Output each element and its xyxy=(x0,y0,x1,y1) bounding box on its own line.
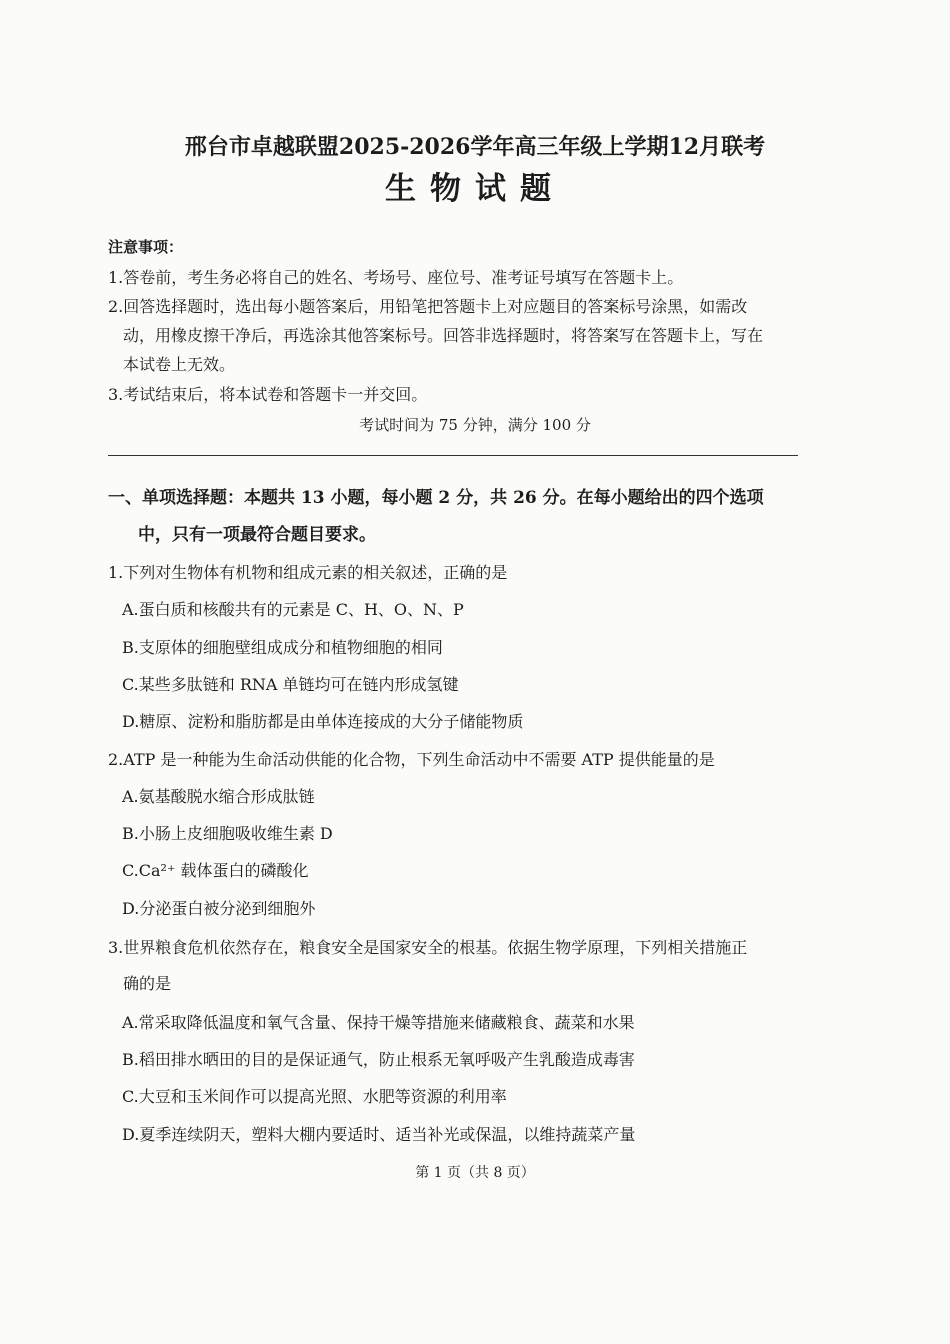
question-3-option-a: A.常采取降低温度和氧气含量、保持干燥等措施来储藏粮食、蔬菜和水果 xyxy=(122,1013,635,1032)
page-number: 第 1 页（共 8 页） xyxy=(415,1165,535,1181)
question-3-stem-line-1: 3.世界粮食危机依然存在，粮食安全是国家安全的根基。依据生物学原理，下列相关措施正 xyxy=(108,938,748,957)
exam-title: 邢台市卓越联盟2025-2026学年高三年级上学期12月联考 xyxy=(184,134,766,160)
question-2-option-c: C.Ca²⁺ 载体蛋白的磷酸化 xyxy=(122,861,309,880)
notice-item-2-line-1: 2.回答选择题时，选出每小题答案后，用铅笔把答题卡上对应题目的答案标号涂黑，如需改 xyxy=(108,297,748,316)
question-2-option-a: A.氨基酸脱水缩合形成肽链 xyxy=(122,787,315,806)
header-divider xyxy=(108,455,798,456)
notice-item-2-line-2: 动，用橡皮擦干净后，再选涂其他答案标号。回答非选择题时，将答案写在答题卡上，写在 xyxy=(123,326,764,345)
question-3-stem-line-2: 确的是 xyxy=(123,974,172,993)
notice-item-2-line-3: 本试卷上无效。 xyxy=(123,355,236,374)
exam-time-info: 考试时间为 75 分钟，满分 100 分 xyxy=(359,416,591,434)
question-3-option-c: C.大豆和玉米间作可以提高光照、水肥等资源的利用率 xyxy=(122,1087,507,1106)
question-3-option-b: B.稻田排水晒田的目的是保证通气，防止根系无氧呼吸产生乳酸造成毒害 xyxy=(122,1050,635,1069)
notice-item-1: 1.答卷前，考生务必将自己的姓名、考场号、座位号、准考证号填写在答题卡上。 xyxy=(108,268,684,287)
question-1-option-b: B.支原体的细胞壁组成成分和植物细胞的相同 xyxy=(122,638,443,657)
notice-heading: 注意事项： xyxy=(108,238,184,256)
question-1-option-c: C.某些多肽链和 RNA 单链均可在链内形成氢键 xyxy=(122,675,459,694)
question-1-option-d: D.糖原、淀粉和脂肪都是由单体连接成的大分子储能物质 xyxy=(122,712,524,731)
question-1-stem: 1.下列对生物体有机物和组成元素的相关叙述，正确的是 xyxy=(108,563,508,582)
question-2-stem: 2.ATP 是一种能为生命活动供能的化合物，下列生命活动中不需要 ATP 提供能量的是 xyxy=(108,750,715,769)
question-1-option-a: A.蛋白质和核酸共有的元素是 C、H、O、N、P xyxy=(122,600,464,619)
section-1-heading-line-2: 中，只有一项最符合题目要求。 xyxy=(138,525,376,545)
question-2-option-b: B.小肠上皮细胞吸收维生素 D xyxy=(122,824,333,843)
exam-subtitle: 生物试题 xyxy=(385,171,565,207)
section-1-heading-line-1: 一、单项选择题：本题共 13 小题，每小题 2 分，共 26 分。在每小题给出的四个选项 xyxy=(108,488,764,508)
question-2-option-d: D.分泌蛋白被分泌到细胞外 xyxy=(122,899,316,918)
notice-item-3: 3.考试结束后，将本试卷和答题卡一并交回。 xyxy=(108,385,428,404)
question-3-option-d: D.夏季连续阴天，塑料大棚内要适时、适当补光或保温，以维持蔬菜产量 xyxy=(122,1125,636,1144)
